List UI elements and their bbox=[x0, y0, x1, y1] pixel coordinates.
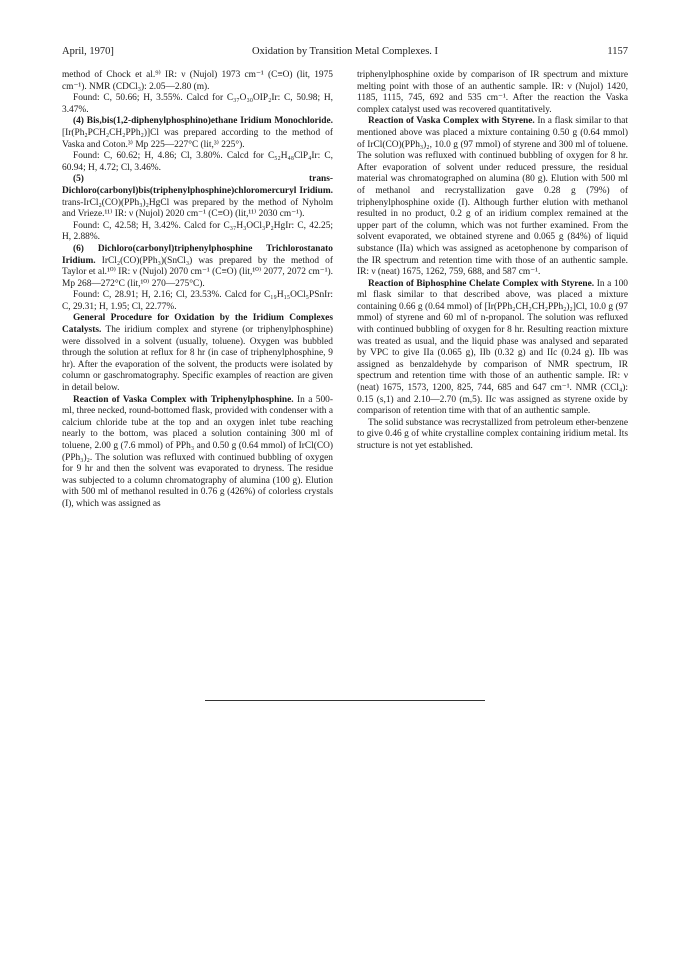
paragraph bbox=[62, 290, 333, 313]
paragraph bbox=[357, 116, 628, 278]
paragraph bbox=[357, 418, 628, 453]
right-column bbox=[357, 70, 628, 453]
paragraph-text: IrCl₂(CO)(PPh₃)(SnCl₃) was prepared by the method of Taylor et al.¹⁰⁾ IR: ν (Nujol) 2070 cm⁻¹ (C≡O) (lit,¹⁰⁾ 2077, 2072 cm⁻¹). Mp 268—272°C (lit,¹⁰⁾ 270—275°C). bbox=[62, 255, 333, 289]
paragraph-text: triphenylphosphine oxide by comparison of IR spectrum and mixture melting point with those of an authentic sample. IR: ν (Nujol) 1420, 1185, 1115, 745, 692 and 535 cm⁻¹. After the reaction the Vaska complex catalyst used was recovered quantitatively. bbox=[357, 70, 628, 115]
paragraph-text: [Ir(Ph₂PCH₂CH₂PPh₂)]Cl was prepared according to the method of Vaska and Coton.³⁾ Mp 225—227°C (lit,³⁾ 225°). bbox=[62, 127, 333, 150]
header-page-number: 1157 bbox=[607, 46, 628, 57]
header-date: April, 1970] bbox=[62, 46, 114, 57]
paragraph bbox=[62, 70, 333, 93]
section-heading: (4) Bis,bis(1,2-diphenylphosphino)ethane Iridium Monochloride. bbox=[73, 116, 333, 127]
paragraph bbox=[62, 244, 333, 290]
section-heading: (5) trans-Dichloro(carbonyl)bis(triphenylphosphine)chloromercuryl Iridium. bbox=[62, 174, 333, 196]
paragraph-text: The solid substance was recrystallized from petroleum ether-benzene to give 0.46 g of white crystalline complex containing iridium metal. Its structure is not yet established. bbox=[357, 417, 628, 451]
section-heading: (6) Dichloro(carbonyl)triphenylphosphine Trichlorostanato Iridium. bbox=[62, 243, 333, 266]
section-heading: Reaction of Vaska Complex with Styrene. bbox=[368, 116, 535, 127]
paragraph bbox=[62, 174, 333, 220]
section-heading: Reaction of Biphosphine Chelate Complex with Styrene. bbox=[368, 278, 595, 289]
paragraph bbox=[357, 70, 628, 116]
paragraph-text: Found: C, 28.91; H, 2.16; Cl, 23.53%. Calcd for C₁₉H₁₅OCl₅PSnIr: C, 29.31; H, 1.95; Cl, 22.77%. bbox=[62, 290, 333, 312]
paragraph bbox=[62, 151, 333, 174]
paragraph bbox=[62, 116, 333, 151]
left-column bbox=[62, 70, 333, 511]
paragraph-text: In a 100 ml flask similar to that described above, was placed a mixture containing 0.66 g (0.64 mmol) of [Ir(PPh₂CH₂CH₂PPh₂)₂]Cl, 10.0 g (97 mmol) of styrene and 60 ml of n-propanol. The solution was refluxed with continued bubbling of oxygen for 8 hr. Resulting reaction mixture was treated as usual, and the liquid phase was analysed and separated by VPC to give IIa (0.065 g), IIb (0.32 g) and IIc (0.24 g). IIb was assigned as benzaldehyde by comparison of NMR spectrum, IR spectrum and retention time with those of an authentic sample. IR: ν (neat) 1675, 1573, 1200, 825, 744, 685 and 647 cm⁻¹. NMR (CCl₄): 0.15 (s,1) and 2.10—2.70 (m,5). IIc was assigned as styrene oxide by comparison of retention time with that of an authentic sample. bbox=[357, 278, 628, 417]
end-rule bbox=[205, 700, 485, 701]
paragraph-text: The iridium complex and styrene (or triphenylphosphine) were dissolved in a solvent (usually, toluene). Oxygen was bubbled through the solution at reflux for 8 hr (in case of triphenylphosphine, 9 hr). After the evaporation of the solvent, the products were isolated by column or gaschromatography. Specific examples of reaction are given in detail below. bbox=[62, 325, 333, 394]
paragraph bbox=[62, 395, 333, 511]
header-title: Oxidation by Transition Metal Complexes. I bbox=[251, 46, 439, 57]
section-heading: General Procedure for Oxidation by the Iridium Complexes Catalysts. bbox=[62, 313, 333, 336]
page-header bbox=[62, 46, 628, 60]
paragraph-text: method of Chock et al.⁹⁾ IR: ν (Nujol) 1973 cm⁻¹ (C≡O) (lit, 1975 cm⁻¹). NMR (CDCl₃): 2.05—2.80 (m). bbox=[62, 70, 333, 92]
paragraph-text: In a flask similar to that mentioned above was placed a mixture containing 0.50 g (0.64 mmol) of IrCl(CO)(PPh₃)₂, 10.0 g (97 mmol) of styrene and 300 ml of toluene. The solution was refluxed with continued bubbling of oxygen for 8 hr. After evaporation of solvent under reduced pressure, the residual material was chromatographed on alumina (80 g). Elution with 500 ml of methanol and recrystallization gave 0.28 g (79%) of triphenylphosphine oxide (I). Although further elution with methanol resulted in no product, 0.2 g of an iridium complex remained at the upper part of the column, which was not further examined. From the solvent evaporated, we obtained styrene and 0.065 g (84%) of liquid substance (IIa) which was assigned as acetophenone by comparison of the IR spectrum and retention time with those of an authentic sample. IR: ν (neat) 1675, 1262, 759, 688, and 587 cm⁻¹. bbox=[357, 116, 629, 278]
paragraph-text: Found: C, 60.62; H, 4.86; Cl, 3.80%. Calcd for C₅₂H₄₈ClP₄Ir: C, 60.94; H, 4.72; Cl, 3.46%. bbox=[62, 151, 333, 173]
section-heading: Reaction of Vaska Complex with Triphenylphosphine. bbox=[73, 394, 294, 405]
paragraph bbox=[357, 279, 628, 418]
paragraph-text: Found: C, 42.58; H, 3.42%. Calcd for C₃₇H₃OCl₃P₂HgIr: C, 42.25; H, 2.88%. bbox=[62, 220, 333, 243]
paragraph-text: In a 500-ml, three necked, round-bottomed flask, provided with condenser with a calcium chloride tube at the top and an oxygen inlet tube reaching nearly to the bottom, was placed a solution containing 300 ml of toluene, 2.00 g (7.6 mmol) of PPh₃ and 0.50 g (0.64 mmol) of IrCl(CO)(PPh₃)₂. The solution was refluxed with continued bubbling of oxygen for 9 hr and then the solvent was evaporated to dryness. The residue was subjected to a column chromatography of alumina (100 g). Elution with 500 ml of methanol resulted in 0.76 g (426%) of colorless crystals (I), which was assigned as bbox=[62, 394, 333, 509]
paragraph-text: Found: C, 50.66; H, 3.55%. Calcd for C₃₇O₃₀OIP₂Ir: C, 50.98; H, 3.47%. bbox=[62, 93, 333, 115]
paragraph bbox=[62, 93, 333, 116]
paragraph-text: trans-IrCl₂(CO)(PPh₃)₂HgCl was prepared by the method of Nyholm and Vrieze.¹¹⁾ IR: ν (Nujol) 2020 cm⁻¹ (C≡O) (lit,¹¹⁾ 2030 cm⁻¹). bbox=[62, 197, 333, 220]
paragraph bbox=[62, 221, 333, 244]
paragraph bbox=[62, 313, 333, 394]
